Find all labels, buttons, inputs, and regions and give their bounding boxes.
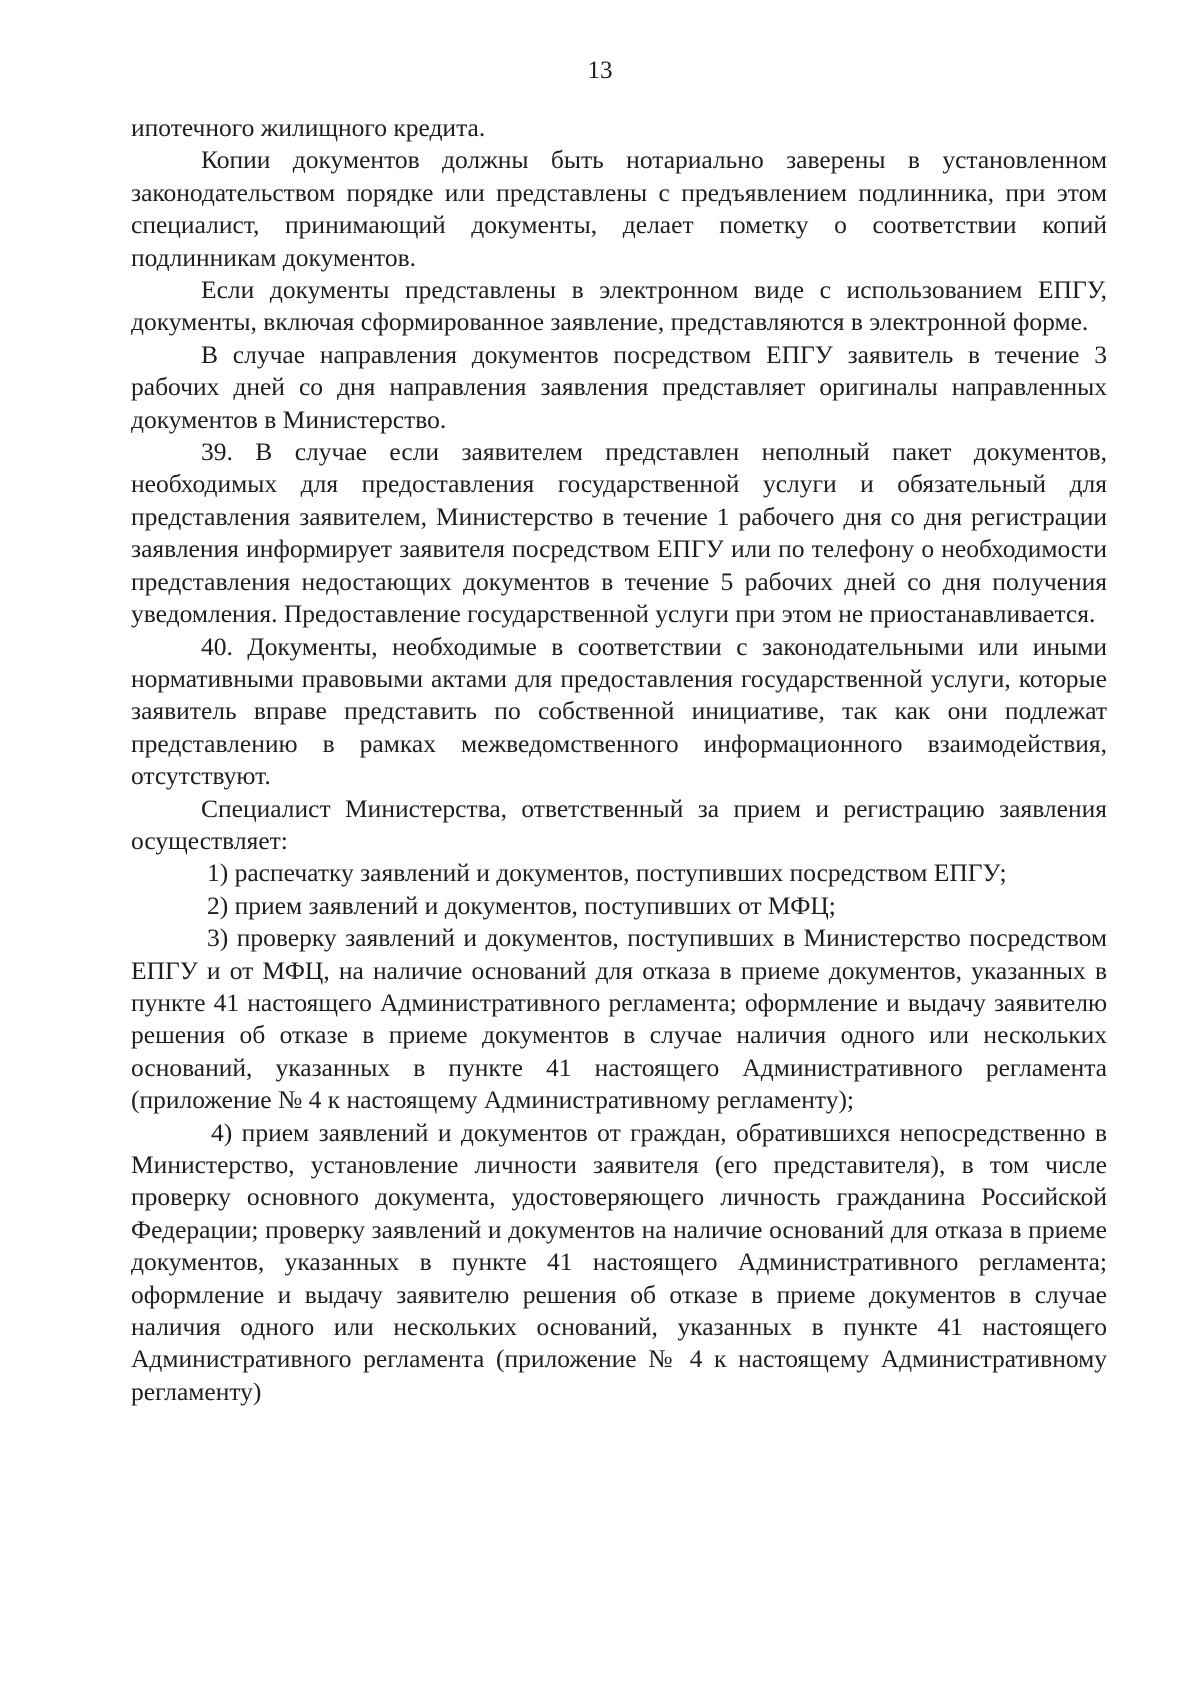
paragraph-40: 40. Документы, необходимые в соответствии с законодательными или иными нормативными правовыми актами для предоставления государственной услуги, которые заявитель вправе представить по собственной инициативе, так как они подлежат представлению в рамках межведомственного информационного взаимодействия, отсутствуют. (131, 631, 1107, 791)
list-item-4: 4) прием заявлений и документов от граждан, обратившихся непосредственно в Министерство, установление личности заявителя (его представителя), в том числе проверку основного документа, удостоверяющего личность гражданина Российской Федерации; проверку заявлений и документов на наличие оснований для отказа в приеме документов, указанных в пункте 41 настоящего Административного регламента; оформление и выдачу заявителю решения об отказе в приеме документов в случае наличия одного или нескольких оснований, указанных в пункте 41 настоящего Административного регламента (приложение № 4 к настоящему Административному регламенту) (131, 1117, 1107, 1406)
page-number: 13 (587, 57, 613, 84)
document-body (131, 112, 1107, 1408)
paragraph-39: 39. В случае если заявителем представлен неполный пакет документов, необходимых для предоставления государственной услуги и обязательный для представления заявителем, Министерство в течение 1 рабочего дня со дня регистрации заявления информирует заявителя посредством ЕПГУ или по телефону о необходимости представления недостающих документов в течение 5 рабочих дней со дня получения уведомления. Предоставление государственной услуги при этом не приостанавливается. (131, 437, 1107, 629)
list-item-2: 2) прием заявлений и документов, поступивших от МФЦ; (207, 890, 836, 920)
list-item-1: 1) распечатку заявлений и документов, поступивших посредством ЕПГУ; (207, 858, 1007, 888)
paragraph-epgu-originals: В случае направления документов посредством ЕПГУ заявитель в течение 3 рабочих дней со дня направления заявления представляет оригиналы направленных документов в Министерство. (131, 339, 1107, 434)
paragraph-electronic: Если документы представлены в электронном виде с использованием ЕПГУ, документы, включая сформированное заявление, представляются в электронной форме. (131, 275, 1107, 337)
list-item-3: 3) проверку заявлений и документов, поступивших в Министерство посредством ЕПГУ и от МФЦ, на наличие оснований для отказа в приеме документов, указанных в пункте 41 настоящего Административного регламента; оформление и выдачу заявителю решения об отказе в приеме документов в случае наличия одного или нескольких оснований, указанных в пункте 41 настоящего Административного регламента (приложение № 4 к настоящему Административному регламенту); (131, 923, 1107, 1115)
paragraph-copies: Копии документов должны быть нотариально заверены в установленном законодательством порядке или представлены с предъявлением подлинника, при этом специалист, принимающий документы, делает пометку о соответствии копий подлинникам документов. (131, 145, 1107, 272)
paragraph-continuation: ипотечного жилищного кредита. (131, 113, 486, 142)
paragraph-specialist: Специалист Министерства, ответственный за прием и регистрацию заявления осуществляет: (131, 793, 1107, 855)
